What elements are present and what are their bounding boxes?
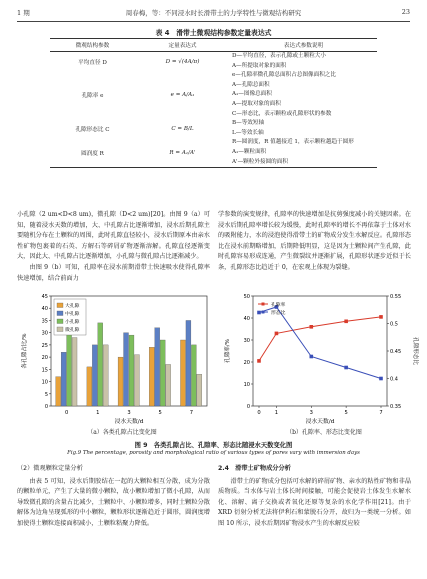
- data-point: [309, 325, 313, 329]
- y-tick-label: 10: [41, 379, 48, 386]
- bar: [149, 347, 154, 406]
- legend-swatch: [57, 311, 63, 316]
- y-tick-label: 20: [243, 360, 250, 366]
- x-tick-label: 7: [379, 410, 383, 416]
- table-row: [50, 119, 377, 138]
- table-row: [50, 52, 377, 72]
- bar: [186, 320, 191, 406]
- description-line: R—圆润度，R 值越接近 1，表示颗粒越趋于圆形: [232, 139, 354, 146]
- y-tick-label: 40: [41, 306, 48, 313]
- line-chart-porosity: [219, 288, 419, 436]
- x-tick-label: 5: [158, 410, 162, 416]
- y-tick-label: 20: [41, 355, 48, 362]
- paragraph: 小孔隙（2 um<D<8 um)，微孔隙（D<2 um)[20]。由图 9（a）可知，随着浸水天数的增加，大、中孔隙占比逐渐增加，浸水后期孔隙主要随机分布在土颗粒的周围，此时孔隙直径较小，浸水后期原本由亲水性矿物包裹着的石英、方解石等碎屑矿物逐渐溶解。孔隙直径逐渐变大，因此大、中孔隙占比逐渐增加，小孔隙与微孔隙占比逐渐减少。: [17, 211, 210, 261]
- legend-marker: [262, 303, 265, 306]
- y-tick-label: 40: [243, 316, 250, 322]
- legend-label: 微孔隙: [65, 328, 80, 333]
- body-left-upper: [17, 210, 210, 284]
- x-axis-label: 浸水天数/d: [114, 419, 144, 425]
- y-axis-label: 孔隙率/%: [225, 339, 231, 363]
- description-line: e—孔隙率微孔隙总面积占总图像面积之比: [232, 72, 336, 79]
- subfigure-a-caption: （a）各类孔隙占比变化图: [87, 429, 157, 436]
- table-row: [50, 71, 377, 119]
- param-description: [230, 52, 377, 72]
- header-rule: [17, 21, 410, 22]
- description-line: A—孔隙总面积: [232, 81, 270, 88]
- x-tick-label: 0: [257, 410, 261, 416]
- table-title: 表 4 滑带土微观结构参数定量表达式: [155, 29, 272, 37]
- series-line: [259, 307, 381, 379]
- bar: [129, 335, 134, 406]
- table-header-formula: 定量表达式: [135, 39, 230, 52]
- bar: [197, 374, 202, 406]
- bar: [155, 328, 160, 406]
- x-tick-label: 1: [274, 410, 279, 416]
- bar: [134, 355, 139, 406]
- x-tick-label: 3: [309, 410, 313, 416]
- y-tick-label: 0: [246, 404, 250, 410]
- bar: [191, 345, 196, 406]
- y2-tick-label: 0.4: [390, 376, 398, 383]
- subfigure-b-caption: （b）孔隙率、形态比变化图: [286, 429, 362, 436]
- y-tick-label: 10: [243, 382, 250, 388]
- table-header-param: 微观结构参数: [50, 39, 135, 52]
- table-header-desc: 表达式参数说明: [230, 39, 377, 52]
- description-line: D—平均直径，表示孔隙或土颗粒大小: [232, 53, 326, 59]
- data-point: [344, 366, 348, 370]
- legend-swatch: [57, 303, 63, 308]
- y-tick-label: 25: [41, 342, 48, 349]
- x-axis-label: 浸水天数/d: [305, 419, 335, 425]
- param-name: 孔隙率 e: [81, 93, 104, 100]
- description-line: C—形态比，表示颗粒或孔隙形状的参数: [232, 110, 332, 117]
- legend-label: 孔隙率: [271, 303, 286, 308]
- legend-label: 形态比: [271, 311, 286, 316]
- param-description: [230, 119, 377, 138]
- description-line: A'—颗粒外接圆的面积: [232, 158, 288, 165]
- bar: [124, 333, 129, 406]
- y2-tick-label: 0.35: [390, 404, 402, 410]
- bar: [160, 340, 165, 406]
- y-tick-label: 30: [41, 330, 48, 337]
- section-heading: 2.4 滑带土矿物成分分析: [218, 465, 291, 472]
- description-line: A—提取对象的面积: [232, 100, 281, 107]
- x-tick-label: 5: [344, 410, 348, 416]
- x-tick-label: 3: [127, 410, 131, 416]
- param-name: 孔隙形态比 C: [75, 126, 110, 133]
- y-tick-label: 0: [44, 404, 48, 410]
- y2-tick-label: 0.45: [390, 349, 402, 355]
- bar: [180, 340, 185, 406]
- bar: [56, 377, 61, 406]
- bar: [98, 323, 103, 406]
- paragraph: 学参数的演变规律，孔隙率的快速增加是抗剪强度减小的关键因素。在浸水后期孔隙率增长较为缓慢，此时孔隙率的增长不再依靠于土体对水的吸附能力，水的浸泡使得滑带土的矿物成分发生水解反应。孔隙形态比在浸水前期略增加，后期降低明显，这是因为土颗粒间产生孔隙，此时孔隙容易形成连通，产生微裂纹并逐渐扩展，孔隙形状逐步近似于长条，孔隙形态比趋近于 0，在宏观上体现为裂缝。: [218, 211, 411, 271]
- paragraph: 滑带土的矿物成分包括可水解的碎屑矿物、亲水的粘性矿物和非晶质物质。当水体与岩土体长时间接触，可能会促使岩土体发生水解水化、溶解、离子交换或者氧化还原等复杂的水化学作用[21]。由于 XRD 衍射分析无法将伊利石和蒙脱石分开，故归为一类统一分析。如图 10 所示，浸水后期因矿物浸水产生的水解反应较: [218, 477, 411, 527]
- y-axis-label: 各孔隙占比/%: [22, 333, 28, 369]
- figure-9: [17, 288, 418, 443]
- x-tick-label: 1: [96, 410, 100, 416]
- paragraph: 由表 5 可知，浸水后期胶结在一起的大颗粒相互分散，成为分散的颗粒单元，产生了大量的微小颗粒，故小颗粒增加了微小孔隙，从而导致微孔隙的含量占比减少，土颗粒中、小颗粒增多，同时土颗粒分散解体为边角呈现弧形的中小颗粒，颗粒形状逐渐趋近于圆形，圆润度增加使得土颗粒连接面积减小，土颗粒粘聚力降低。: [17, 477, 210, 527]
- paragraph: 由图 9（b）可知，孔隙率在浸水前期滑带土快速吸水使得孔隙率快速增加，结合前面力: [17, 263, 210, 282]
- page-number: 23: [401, 8, 410, 16]
- section-mineral: [218, 464, 411, 530]
- data-point: [344, 320, 348, 324]
- y2-axis-label: 孔隙形态比: [412, 337, 418, 365]
- parameter-table: [50, 38, 377, 168]
- y-tick-label: 5: [44, 391, 48, 398]
- param-name: 圆润度 R: [50, 138, 135, 167]
- y2-tick-label: 0.55: [390, 294, 402, 300]
- bar: [72, 338, 77, 406]
- param-formula: R = A₁/A': [135, 138, 230, 167]
- x-tick-label: 0: [64, 410, 69, 416]
- param-formula: e = A/A₁: [170, 92, 195, 99]
- bar: [103, 345, 108, 406]
- param-formula: C = B/L: [171, 125, 194, 132]
- figure-caption: 图 9 各类孔隙占比、孔隙率、形态比随浸水天数变化图: [134, 442, 293, 449]
- description-line: L—等效长轴: [232, 129, 264, 136]
- legend-swatch: [57, 327, 63, 332]
- description-line: A—所提取对象的面积: [232, 62, 287, 69]
- data-point: [379, 377, 383, 381]
- legend-label: 大孔隙: [65, 304, 80, 309]
- y-tick-label: 15: [41, 367, 48, 374]
- bar: [61, 352, 66, 406]
- y-tick-label: 45: [41, 294, 48, 300]
- table-row: [50, 138, 377, 167]
- y-tick-label: 30: [243, 338, 250, 344]
- description-line: A₁—颗粒面积: [232, 148, 267, 155]
- description-line: A₁—图像总面积: [232, 91, 272, 98]
- bar: [118, 357, 123, 406]
- y2-tick-label: 0.5: [390, 321, 398, 328]
- bar: [92, 345, 97, 406]
- bar: [87, 367, 92, 406]
- param-description: [230, 138, 377, 167]
- legend-swatch: [57, 319, 63, 324]
- y-tick-label: 35: [41, 318, 48, 325]
- legend-label: 小孔隙: [65, 320, 80, 325]
- data-point: [257, 359, 261, 363]
- bar-chart-pore-percentage: [17, 288, 217, 436]
- bar: [166, 364, 171, 406]
- param-description: [230, 71, 377, 119]
- page-header: [17, 8, 410, 20]
- param-name: 平均直径 D: [78, 59, 107, 66]
- running-title: 周春梅，等：不同浸水时长滑带土的力学特性与微观结构研究: [125, 9, 302, 17]
- section-microparticle: [17, 464, 210, 530]
- data-point: [309, 355, 313, 359]
- figure-caption-en: Fig.9 The percentage, porosity and morphological ratio of various types of pores vary with immersion days: [67, 450, 360, 456]
- data-point: [379, 315, 383, 319]
- data-point: [275, 332, 279, 336]
- y-tick-label: 50: [243, 294, 250, 300]
- legend-marker: [262, 311, 265, 314]
- x-tick-label: 7: [189, 410, 194, 416]
- body-right-upper: [218, 210, 411, 274]
- description-line: B—等效短轴: [232, 120, 265, 127]
- param-formula: D = √(4A/π): [165, 58, 200, 65]
- legend-label: 中孔隙: [65, 312, 80, 317]
- section-heading: （2）微观颗粒定量分析: [17, 465, 83, 472]
- issue-number: 1 期: [17, 9, 30, 17]
- series-line: [259, 317, 381, 361]
